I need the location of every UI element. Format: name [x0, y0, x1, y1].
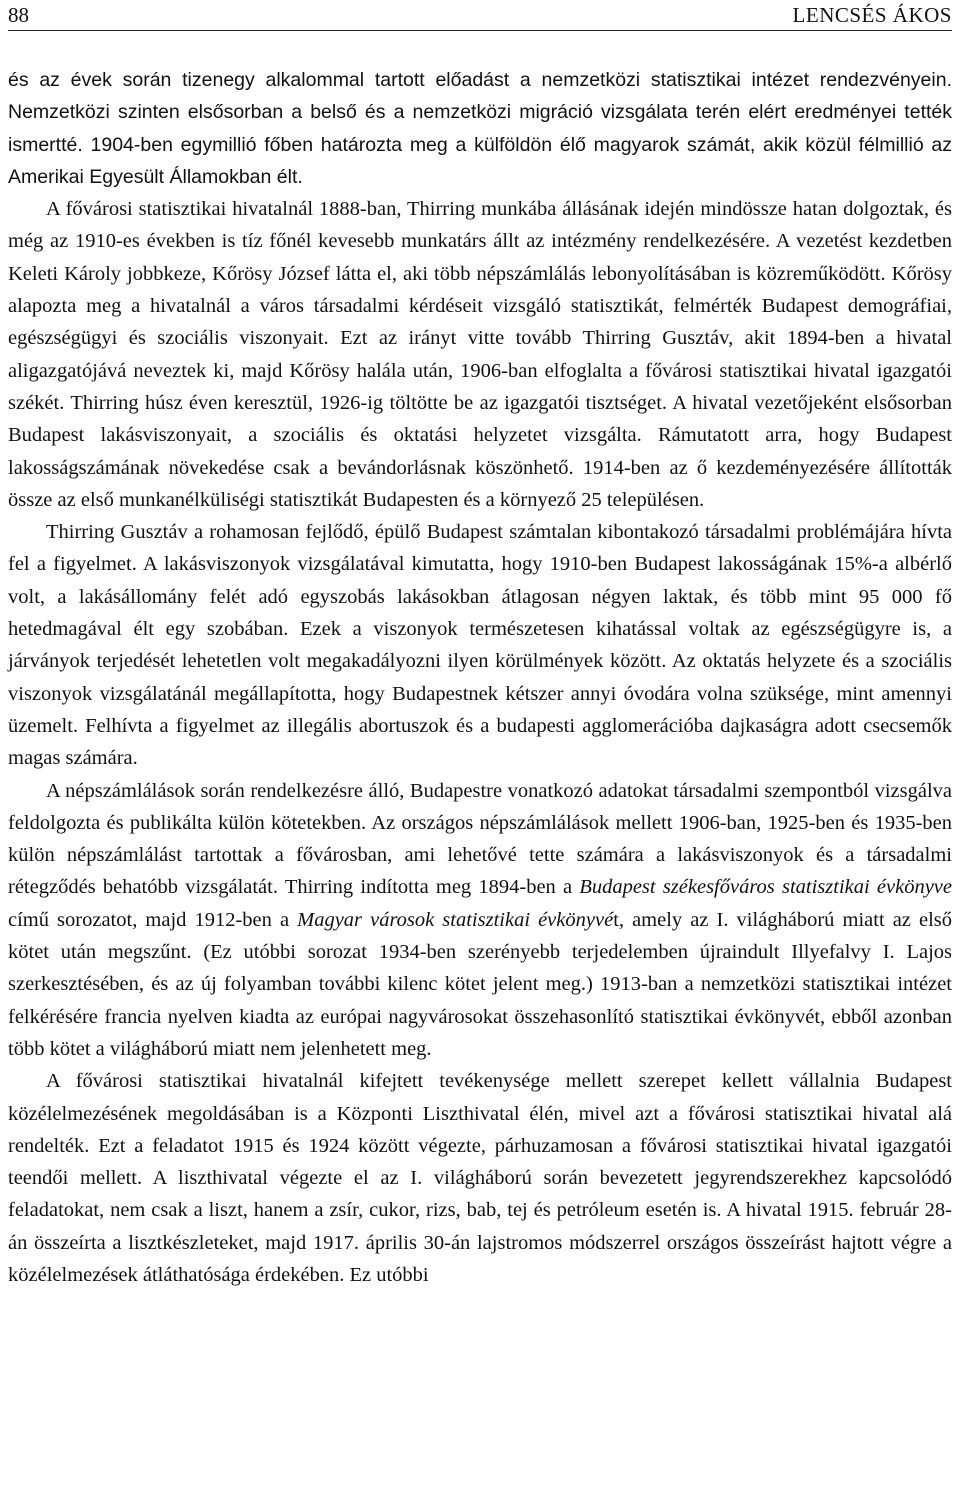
paragraph-4-text-before: A népszámlálások során rendelkezésre álló, Budapestre vonatkozó adatokat társadalmi szempontból vizsgálva feldolgozta és publikálta külön kötetekben. Az országos népszámlálások mellett 1906-ban, 1925-ben és 1935-ben külön népszámlálást tartottak a fővárosban, ami lehetővé tette számára a lakásviszonyok és a társadalmi rétegződés behatóbb vizsgálatát. Thirring indította meg 1894-ben a [8, 779, 952, 899]
page-number: 88 [8, 3, 29, 27]
book-title-budapest-evkonyv: Budapest székesfőváros statisztikai évkönyve [579, 876, 952, 899]
running-head: LENCSÉS ÁKOS [792, 3, 952, 27]
paragraph-4-text-middle: című sorozatot, majd 1912-ben a [8, 908, 298, 931]
paragraph-3: Thirring Gusztáv a rohamosan fejlődő, épülő Budapest számtalan kibontakozó társadalmi problémájára hívta fel a figyelmet. A lakásviszonyok vizsgálatával kimutatta, hogy 1910-ben Budapest lakosságának 15%-a albérlő volt, a lakásállomány felét adó egyszobás lakásokban átlagosan négyen laktak, és több mint 95 000 fő hetedmagával élt egy szobában. Ezek a viszonyok természetesen kihatással voltak az egészségügyre is, a járványok terjedését lehetetlen volt megakadályozni ilyen körülmények között. Az oktatás helyzete és a szociális viszonyok vizsgálatánál megállapította, hogy Budapestnek kétszer annyi óvodára volna szüksége, mint amennyi üzemelt. Felhívta a figyelmet az illegális abortuszok és a budapesti agglomerációba dajkaságra adott csecsemők magas számára. [8, 521, 952, 770]
paragraph-5: A fővárosi statisztikai hivatalnál kifejtett tevékenysége mellett szerepet kellett vállalnia Budapest közélelmezésének megoldásában is a Központi Liszthivatal élén, mivel azt a fővárosi statisztikai hivatal alá rendelték. Ezt a feladatot 1915 és 1924 között végezte, párhuzamosan a fővárosi statisztikai hivatal igazgatói teendői mellett. A liszthivatal végezte el az I. világháború során bevezetett jegyrendszerekhez kapcsolódó feladatokat, nem csak a liszt, hanem a zsír, cukor, rizs, bab, tej és petróleum esetén is. A hivatal 1915. február 28-án összeírta a lisztkészleteket, majd 1917. április 30-án lajstromos módszerrel országos összeírást hajtott végre a közélelmezések átláthatósága érdekében. Ez utóbbi [8, 1070, 952, 1286]
paragraph-2: A fővárosi statisztikai hivatalnál 1888-ban, Thirring munkába állásának idején mindössze hatan dolgoztak, és még az 1910-es években is tíz főnél kevesebb munkatárs állt az intézmény rendelkezésére. A vezetést kezdetben Keleti Károly jobbkeze, Kőrösy József látta el, aki több népszámlálás lebonyolításában is közreműködött. Kőrösy alapozta meg a hivatalnál a város társadalmi kérdéseit vizsgáló statisztikát, felmérték Budapest demográfiai, egészségügyi és szociális viszonyait. Ezt az irányt vitte tovább Thirring Gusztáv, akit 1894-ben a hivatal aligazgatójává neveztek ki, majd Kőrösy halála után, 1906-ban elfoglalta a fővárosi statisztikai hivatal igazgatói székét. Thirring húsz éven keresztül, 1926-ig töltötte be az igazgatói tisztséget. A hivatal vezetőjeként elsősorban Budapest lakásviszonyait, a szociális és oktatási helyzetet vizsgálta. Rámutatott arra, hogy Budapest lakosságszámának növekedése csak a bevándorlásnak köszönhető. 1914-ben az ő kezdeményezésére állították össze az első munkanélküliségi statisztikát Budapesten és a környező 25 településen. [8, 198, 952, 511]
paragraph-4 [8, 775, 952, 1066]
paragraph-4-text-after: t, amely az I. világháború miatt az első kötet után megszűnt. (Ez utóbbi sorozat 1934-ben szerényebb terjedelemben újraindult Illyefalvy I. Lajos szerkesztésében, és az új folyamban további kilenc kötet jelent meg.) 1913-ban a nemzetközi statisztikai intézet felkérésére francia nyelven kiadta az európai nagyvárosokat összehasonlító statisztikai évkönyvét, ebből azonban több kötet a világháború miatt nem jelenhetett meg. [8, 908, 952, 1060]
paragraph-1: és az évek során tizenegy alkalommal tartott előadást a nemzetközi statisztikai intézet rendezvényein. Nemzetközi szinten elsősorban a belső és a nemzetközi migráció vizsgálata terén elért eredményei tették ismertté. 1904-ben egymillió főben határozta meg a külföldön élő magyarok számát, akik közül félmillió az Amerikai Egyesült Államokban élt. [8, 69, 952, 188]
body-text [8, 64, 952, 1291]
book-title-magyar-varosok: Magyar városok statisztikai évkönyvé [297, 908, 614, 931]
page-header [8, 2, 952, 31]
